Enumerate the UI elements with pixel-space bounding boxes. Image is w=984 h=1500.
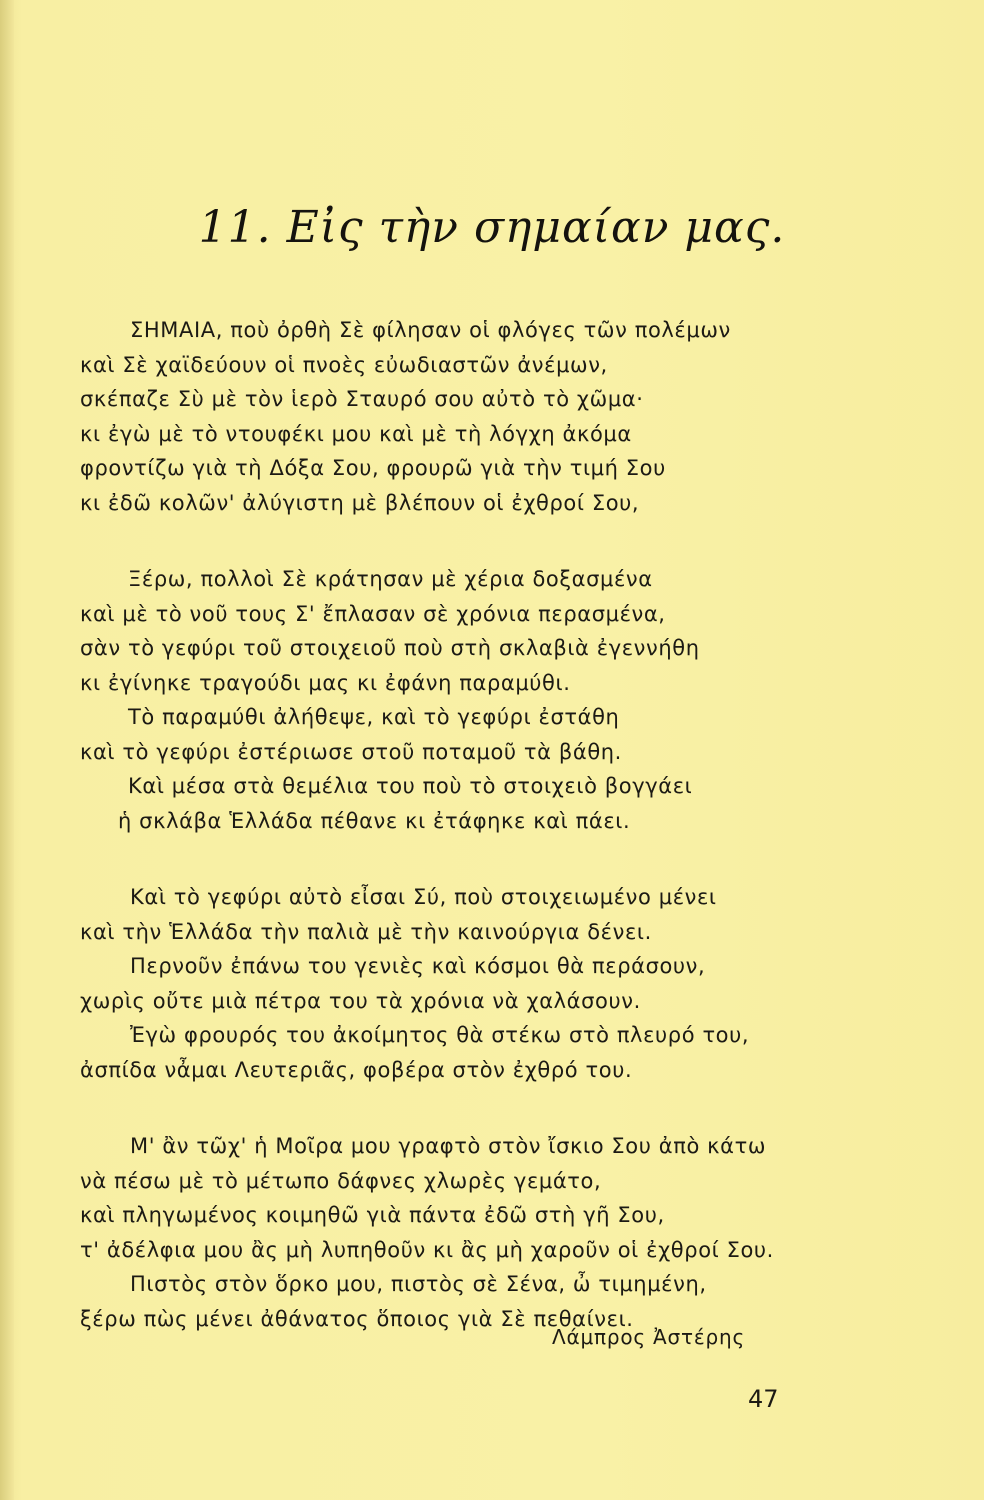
poem-line: Ξέρω, πολλοὶ Σὲ κράτησαν μὲ χέρια δοξασμένα	[128, 567, 653, 591]
poem-body	[80, 313, 820, 1336]
poem-line: κι ἐγίνηκε τραγούδι μας κι ἐφάνη παραμύθι.	[80, 670, 571, 695]
poem-line: Μ' ἂν τῶχ' ἡ Μοῖρα μου γραφτὸ στὸν ἴσκιο Σου ἀπὸ κάτω	[130, 1134, 767, 1158]
stanza-4	[80, 1129, 820, 1336]
poem-line: τ' ἀδέλφια μου ἂς μὴ λυπηθοῦν κι ἂς μὴ χαροῦν οἱ ἐχθροί Σου.	[80, 1237, 774, 1262]
poem-line: Καὶ μέσα στὰ θεμέλια του ποὺ τὸ στοιχειὸ βογγάει	[128, 774, 693, 798]
poem-line: ξέρω πὼς μένει ἀθάνατος ὅποιος γιὰ Σὲ πεθαίνει.	[80, 1306, 634, 1331]
poem-line: Τὸ παραμύθι ἀλήθεψε, καὶ τὸ γεφύρι ἐστάθη	[128, 705, 620, 729]
poem-line: καὶ τὴν Ἑλλάδα τὴν παλιὰ μὲ τὴν καινούργια δένει.	[80, 919, 652, 944]
poem-line: σὰν τὸ γεφύρι τοῦ στοιχειοῦ ποὺ στὴ σκλαβιὰ ἐγεννήθη	[80, 636, 700, 660]
page-number: 47	[748, 1385, 779, 1413]
poem-line: κι ἐδῶ κολῶν' ἀλύγιστη μὲ βλέπουν οἱ ἐχθροί Σου,	[80, 490, 640, 515]
poem-line: καὶ πληγωμένος κοιμηθῶ γιὰ πάντα ἐδῶ στὴ γῆ Σου,	[80, 1203, 665, 1227]
poem-line: κι ἐγὼ μὲ τὸ ντουφέκι μου καὶ μὲ τὴ λόγχη ἀκόμα	[80, 421, 632, 446]
poem-line: Καὶ τὸ γεφύρι αὐτὸ εἶσαι Σύ, ποὺ στοιχειωμένο μένει	[130, 885, 717, 909]
poem-line: σκέπαζε Σὺ μὲ τὸν ἱερὸ Σταυρό σου αὐτὸ τὸ χῶμα·	[80, 387, 644, 411]
poem-line: νὰ πέσω μὲ τὸ μέτωπο δάφνες χλωρὲς γεμάτο,	[80, 1168, 602, 1193]
author-signature: Λάμπρος Ἀστέρης	[552, 1325, 745, 1349]
poem-line: καὶ Σὲ χαϊδεύουν οἱ πνοὲς εὐωδιαστῶν ἀνέμων,	[80, 352, 608, 377]
poem-line: ΣΗΜΑΙΑ, ποὺ ὀρθὴ Σὲ φίλησαν οἱ φλόγες τῶν πολέμων	[130, 318, 731, 342]
poem-line: Περνοῦν ἐπάνω του γενιὲς καὶ κόσμοι θὰ περάσουν,	[130, 954, 706, 978]
poem-line: φροντίζω γιὰ τὴ Δόξα Σου, φρουρῶ γιὰ τὴν τιμή Σου	[80, 456, 666, 480]
poem-line: καὶ μὲ τὸ νοῦ τους Σ' ἔπλασαν σὲ χρόνια περασμένα,	[80, 601, 666, 626]
poem-line: χωρὶς οὔτε μιὰ πέτρα του τὰ χρόνια νὰ χαλάσουν.	[80, 988, 641, 1013]
poem-line: ἀσπίδα νἆμαι Λευτεριᾶς, φοβέρα στὸν ἐχθρό του.	[80, 1057, 633, 1082]
poem-line: καὶ τὸ γεφύρι ἐστέριωσε στοῦ ποταμοῦ τὰ βάθη.	[80, 739, 622, 764]
stanza-3	[80, 880, 820, 1087]
stanza-2	[80, 562, 820, 838]
poem-line: Πιστὸς στὸν ὅρκο μου, πιστὸς σὲ Σένα, ὦ τιμημένη,	[130, 1272, 707, 1296]
stanza-1	[80, 313, 820, 520]
poem-line: ἡ σκλάβα Ἑλλάδα πέθανε κι ἐτάφηκε καὶ πάει.	[118, 808, 631, 833]
poem-title: 11. Εἰς τὴν σημαίαν μας.	[198, 202, 786, 253]
poem-line: Ἐγὼ φρουρός του ἀκοίμητος θὰ στέκω στὸ πλευρό του,	[130, 1023, 750, 1047]
